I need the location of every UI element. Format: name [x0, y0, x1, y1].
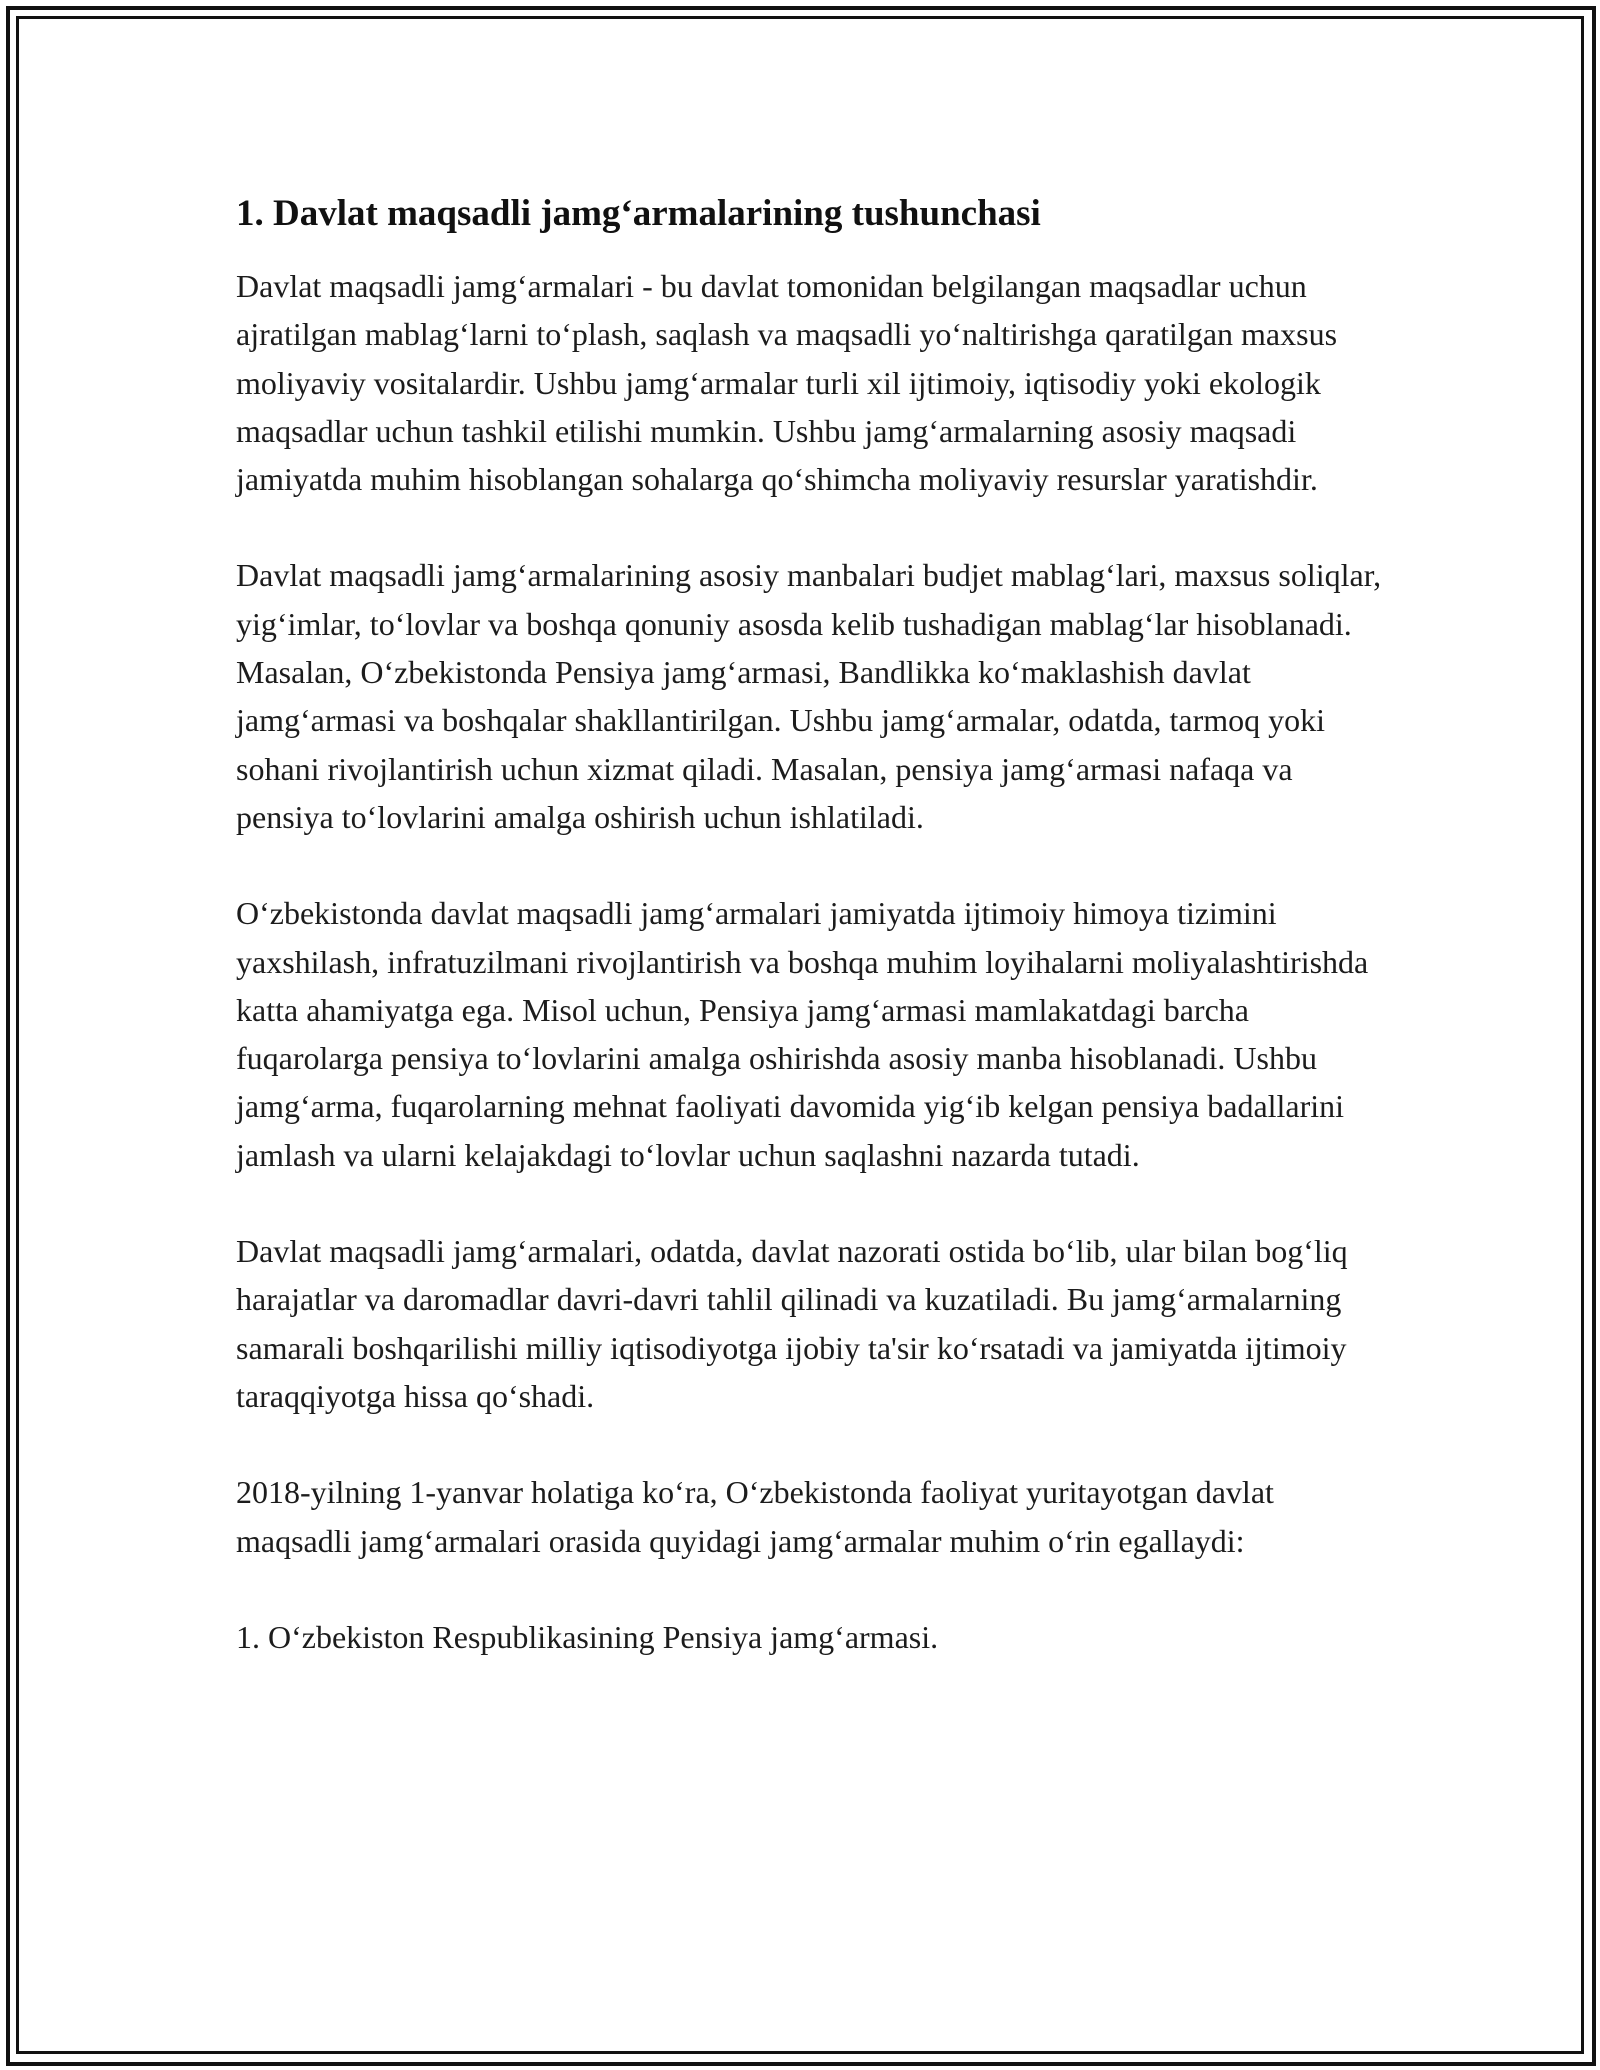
paragraph-funds-intro: 2018-yilning 1-yanvar holatiga ko‘ra, O‘zbekistonda faoliyat yuritayotgan davlat maqsadli jamg‘armalari orasida quyidagi jamg‘armalar muhim o‘rin egallaydi:	[236, 1474, 1274, 1559]
document-body	[236, 188, 1386, 1709]
paragraph-uzbekistan-role: O‘zbekistonda davlat maqsadli jamg‘armalari jamiyatda ijtimoiy himoya tizimini yaxshilash, infratuzilmani rivojlantirish va boshqa muhim loyihalarni moliyalashtirishda katta ahamiyatga ega. Misol uchun, Pensiya jamg‘armasi mamlakatdagi barcha fuqarolarga pensiya to‘lovlarini amalga oshirishda asosiy manba hisoblanadi. Ushbu jamg‘arma, fuqarolarning mehnat faoliyati davomida yig‘ib kelgan pensiya badallarini jamlash va ularni kelajakdagi to‘lovlar uchun saqlashni nazarda tutadi.	[236, 895, 1369, 1173]
section-heading: 1. Davlat maqsadli jamg‘armalarining tushunchasi	[236, 193, 1041, 234]
paragraph-state-control: Davlat maqsadli jamg‘armalari, odatda, davlat nazorati ostida bo‘lib, ular bilan bog‘liq harajatlar va daromadlar davri-davri tahlil qilinadi va kuzatiladi. Bu jamg‘armalarning samarali boshqarilishi milliy iqtisodiyotga ijobiy ta'sir ko‘rsatadi va jamiyatda ijtimoiy taraqqiyotga hissa qo‘shadi.	[236, 1233, 1348, 1414]
paragraph-definition: Davlat maqsadli jamg‘armalari - bu davlat tomonidan belgilangan maqsadlar uchun ajratilgan mablag‘larni to‘plash, saqlash va maqsadli yo‘naltirishga qaratilgan maxsus moliyaviy vositalardir. Ushbu jamg‘armalar turli xil ijtimoiy, iqtisodiy yoki ekologik maqsadlar uchun tashkil etilishi mumkin. Ushbu jamg‘armalarning asosiy maqsadi jamiyatda muhim hisoblangan sohalarga qo‘shimcha moliyaviy resurslar yaratishdir.	[236, 268, 1338, 498]
paragraph-sources: Davlat maqsadli jamg‘armalarining asosiy manbalari budjet mablag‘lari, maxsus soliqlar, yig‘imlar, to‘lovlar va boshqa qonuniy asosda kelib tushadigan mablag‘lar hisoblanadi. Masalan, O‘zbekistonda Pensiya jamg‘armasi, Bandlikka ko‘maklashish davlat jamg‘armasi va boshqalar shakllantirilgan. Ushbu jamg‘armalar, odatda, tarmoq yoki sohani rivojlantirish uchun xizmat qiladi. Masalan, pensiya jamg‘armasi nafaqa va pensiya to‘lovlarini amalga oshirish uchun ishlatiladi.	[236, 557, 1382, 835]
list-item-pension-fund: 1. O‘zbekiston Respublikasining Pensiya jamg‘armasi.	[236, 1618, 939, 1655]
